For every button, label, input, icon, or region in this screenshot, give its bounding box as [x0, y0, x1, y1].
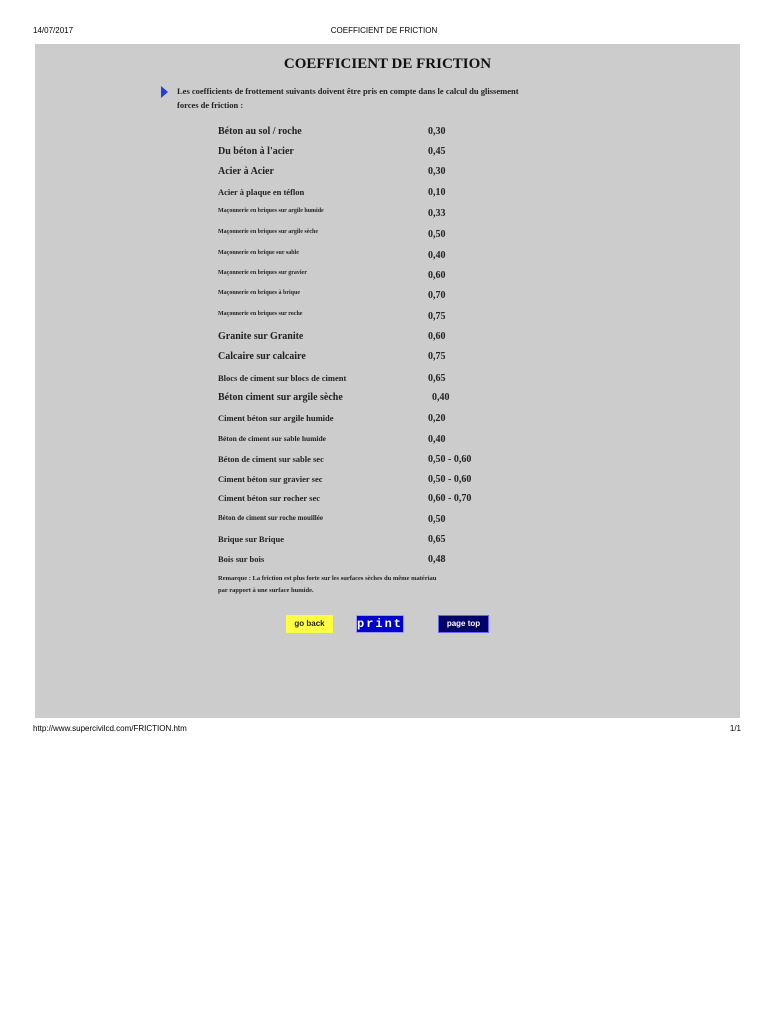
- material-name: Ciment béton sur rocher sec: [218, 493, 320, 503]
- coefficient-value: 0,50: [428, 514, 446, 525]
- material-name: Brique sur Brique: [218, 534, 284, 544]
- material-name: Béton de ciment sur roche mouillée: [218, 514, 323, 522]
- coefficient-value: 0,75: [428, 311, 446, 322]
- material-name: Bois sur bois: [218, 554, 265, 564]
- coefficient-value: 0,60 - 0,70: [428, 493, 472, 504]
- coefficient-value: 0,60: [428, 270, 446, 281]
- material-name: Béton au sol / roche: [218, 126, 302, 137]
- intro-line-1: Les coefficients de frottement suivants doivent être pris en compte dans le calcul du glissement: [177, 86, 519, 96]
- bullet-arrow-icon: [161, 86, 168, 98]
- coefficient-value: 0,10: [428, 187, 446, 198]
- remark-line-2: par rapport à une surface humide.: [218, 587, 314, 594]
- print-url: http://www.supercivilcd.com/FRICTION.htm: [33, 724, 187, 733]
- page-title: COEFFICIENT DE FRICTION: [283, 56, 492, 72]
- material-name: Béton ciment sur argile sèche: [218, 392, 343, 403]
- coefficient-value: 0,65: [428, 373, 446, 384]
- material-name: Calcaire sur calcaire: [218, 351, 306, 362]
- print-title: COEFFICIENT DE FRICTION: [330, 26, 438, 35]
- coefficient-value: 0,30: [428, 126, 446, 137]
- print-footer: [0, 724, 768, 736]
- coefficient-value: 0,45: [428, 146, 446, 157]
- intro-line-2: forces de friction :: [177, 100, 244, 110]
- remark-line-1: Remarque : La friction est plus forte sur les surfaces sèches du même matériau: [218, 575, 437, 582]
- material-name: Béton de ciment sur sable sec: [218, 454, 324, 464]
- print-button[interactable]: print: [357, 617, 404, 631]
- coefficient-value: 0,75: [428, 351, 446, 362]
- material-name: Maçonnerie en brique sur sable: [218, 250, 299, 256]
- coefficient-value: 0,50 - 0,60: [428, 474, 472, 485]
- material-name: Béton de ciment sur sable humide: [218, 434, 326, 443]
- coefficient-value: 0,48: [428, 554, 446, 565]
- coefficient-value: 0,40: [428, 434, 446, 445]
- coefficient-value: 0,50 - 0,60: [428, 454, 472, 465]
- coefficient-value: 0,30: [428, 166, 446, 177]
- material-name: Maçonnerie en briques sur argile sèche: [218, 229, 319, 235]
- coefficient-value: 0,33: [428, 208, 446, 219]
- print-header: [0, 26, 768, 38]
- material-name: Maçonnerie en briques à brique: [218, 290, 300, 296]
- intro-text: [177, 84, 577, 112]
- material-name: Blocs de ciment sur blocs de ciment: [218, 373, 347, 383]
- material-name: Granite sur Granite: [218, 331, 304, 342]
- material-name: Maçonnerie en briques sur roche: [218, 311, 303, 317]
- coefficient-value: 0,40: [428, 250, 446, 261]
- page-count: 1/1: [729, 724, 741, 733]
- page-top-button[interactable]: page top: [438, 615, 489, 633]
- coefficient-value: 0,40: [432, 392, 450, 403]
- coefficient-value: 0,20: [428, 413, 446, 424]
- material-name: Du béton à l'acier: [218, 146, 294, 157]
- coefficient-value: 0,50: [428, 229, 446, 240]
- go-back-button[interactable]: go back: [286, 615, 333, 633]
- material-name: Acier à Acier: [218, 166, 274, 177]
- material-name: Acier à plaque en téflon: [218, 187, 305, 197]
- coefficient-value: 0,65: [428, 534, 446, 545]
- coefficient-value: 0,60: [428, 331, 446, 342]
- coefficient-value: 0,70: [428, 290, 446, 301]
- material-name: Maçonnerie en briques sur argile humide: [218, 208, 324, 214]
- remark-note: [218, 573, 538, 597]
- material-name: Ciment béton sur argile humide: [218, 413, 334, 423]
- material-name: Maçonnerie en briques sur gravier: [218, 270, 307, 276]
- material-name: Ciment béton sur gravier sec: [218, 474, 323, 484]
- page-panel: [35, 44, 740, 718]
- print-date: 14/07/2017: [33, 26, 74, 35]
